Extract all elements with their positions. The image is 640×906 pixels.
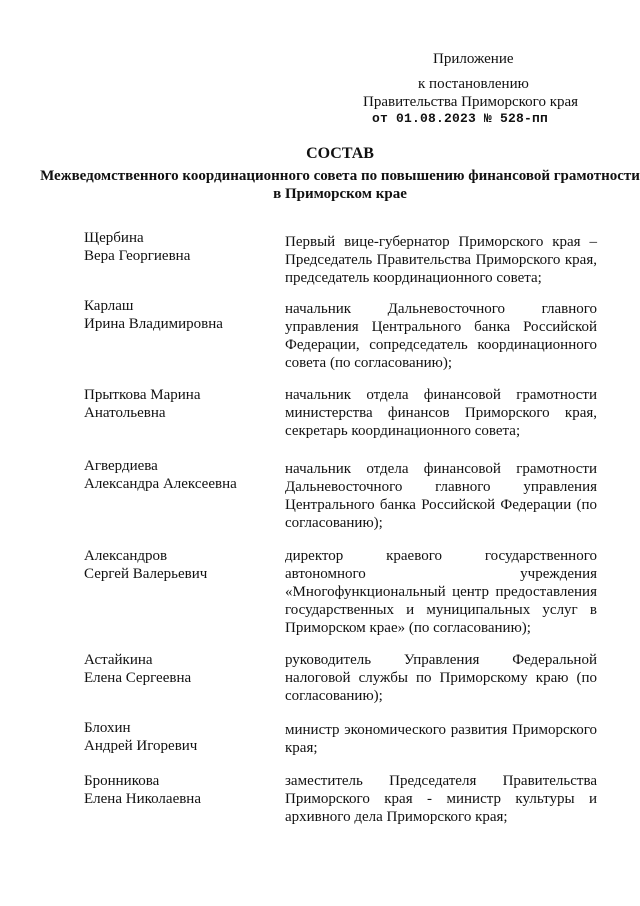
member-role: директор краевого государственного автономного учреждения «Многофункциональный центр предоставления государственных и муниципальных услуг в Приморском крае» (по согласованию); (285, 548, 597, 636)
member-role: министр экономического развития Приморского края; (285, 722, 597, 756)
member-surname: Бронникова (84, 773, 160, 789)
member-name (84, 457, 274, 493)
member-role: начальник отдела финансовой грамотности министерства финансов Приморского края, секретарь координационного совета; (285, 387, 597, 439)
document-title-block (40, 145, 640, 203)
document-subtitle: Межведомственного координационного совета по повышению финансовой грамотности в Приморском крае (40, 168, 640, 202)
government-label: Правительства Приморского края (363, 94, 579, 110)
member-name (84, 229, 274, 265)
member-name (84, 386, 274, 422)
attachment-label: Приложение (433, 51, 514, 67)
member-surname: Щербина (84, 230, 144, 246)
member-given-name: Елена Николаевна (84, 791, 201, 807)
member-given-name: Андрей Игоревич (84, 738, 198, 754)
resolution-label: к постановлению (418, 76, 529, 92)
member-name (84, 547, 274, 583)
member-surname: Карлаш (84, 298, 134, 314)
attachment-header (0, 0, 640, 130)
member-surname: Прыткова Марина (84, 387, 201, 403)
member-given-name: Анатольевна (84, 405, 166, 421)
member-surname: Блохин (84, 720, 131, 736)
member-given-name: Сергей Валерьевич (84, 566, 208, 582)
member-name (84, 651, 274, 687)
member-role: начальник отдела финансовой грамотности Дальневосточного главного управления Центрального банка Российской Федерации (по согласованию); (285, 461, 597, 531)
member-given-name: Александра Алексеевна (84, 476, 237, 492)
member-given-name: Ирина Владимировна (84, 316, 223, 332)
member-surname: Александров (84, 548, 168, 564)
member-name (84, 719, 274, 755)
member-given-name: Елена Сергеевна (84, 670, 192, 686)
resolution-date-number: от 01.08.2023 № 528-пп (372, 111, 549, 126)
member-surname: Астайкина (84, 652, 153, 668)
member-role: начальник Дальневосточного главного управления Центрального банка Российской Федерации, сопредседатель координационного совета (по согласованию); (285, 301, 597, 371)
member-name (84, 297, 274, 333)
member-role: руководитель Управления Федеральной налоговой службы по Приморскому краю (по согласованию); (285, 652, 597, 704)
member-surname: Агвердиева (84, 458, 158, 474)
document-title: СОСТАВ (306, 145, 374, 162)
member-name (84, 772, 274, 808)
member-given-name: Вера Георгиевна (84, 248, 191, 264)
member-role: заместитель Председателя Правительства Приморского края - министр культуры и архивного дела Приморского края; (285, 773, 597, 825)
member-role: Первый вице-губернатор Приморского края – Председатель Правительства Приморского края, председатель координационного совета; (285, 234, 597, 286)
